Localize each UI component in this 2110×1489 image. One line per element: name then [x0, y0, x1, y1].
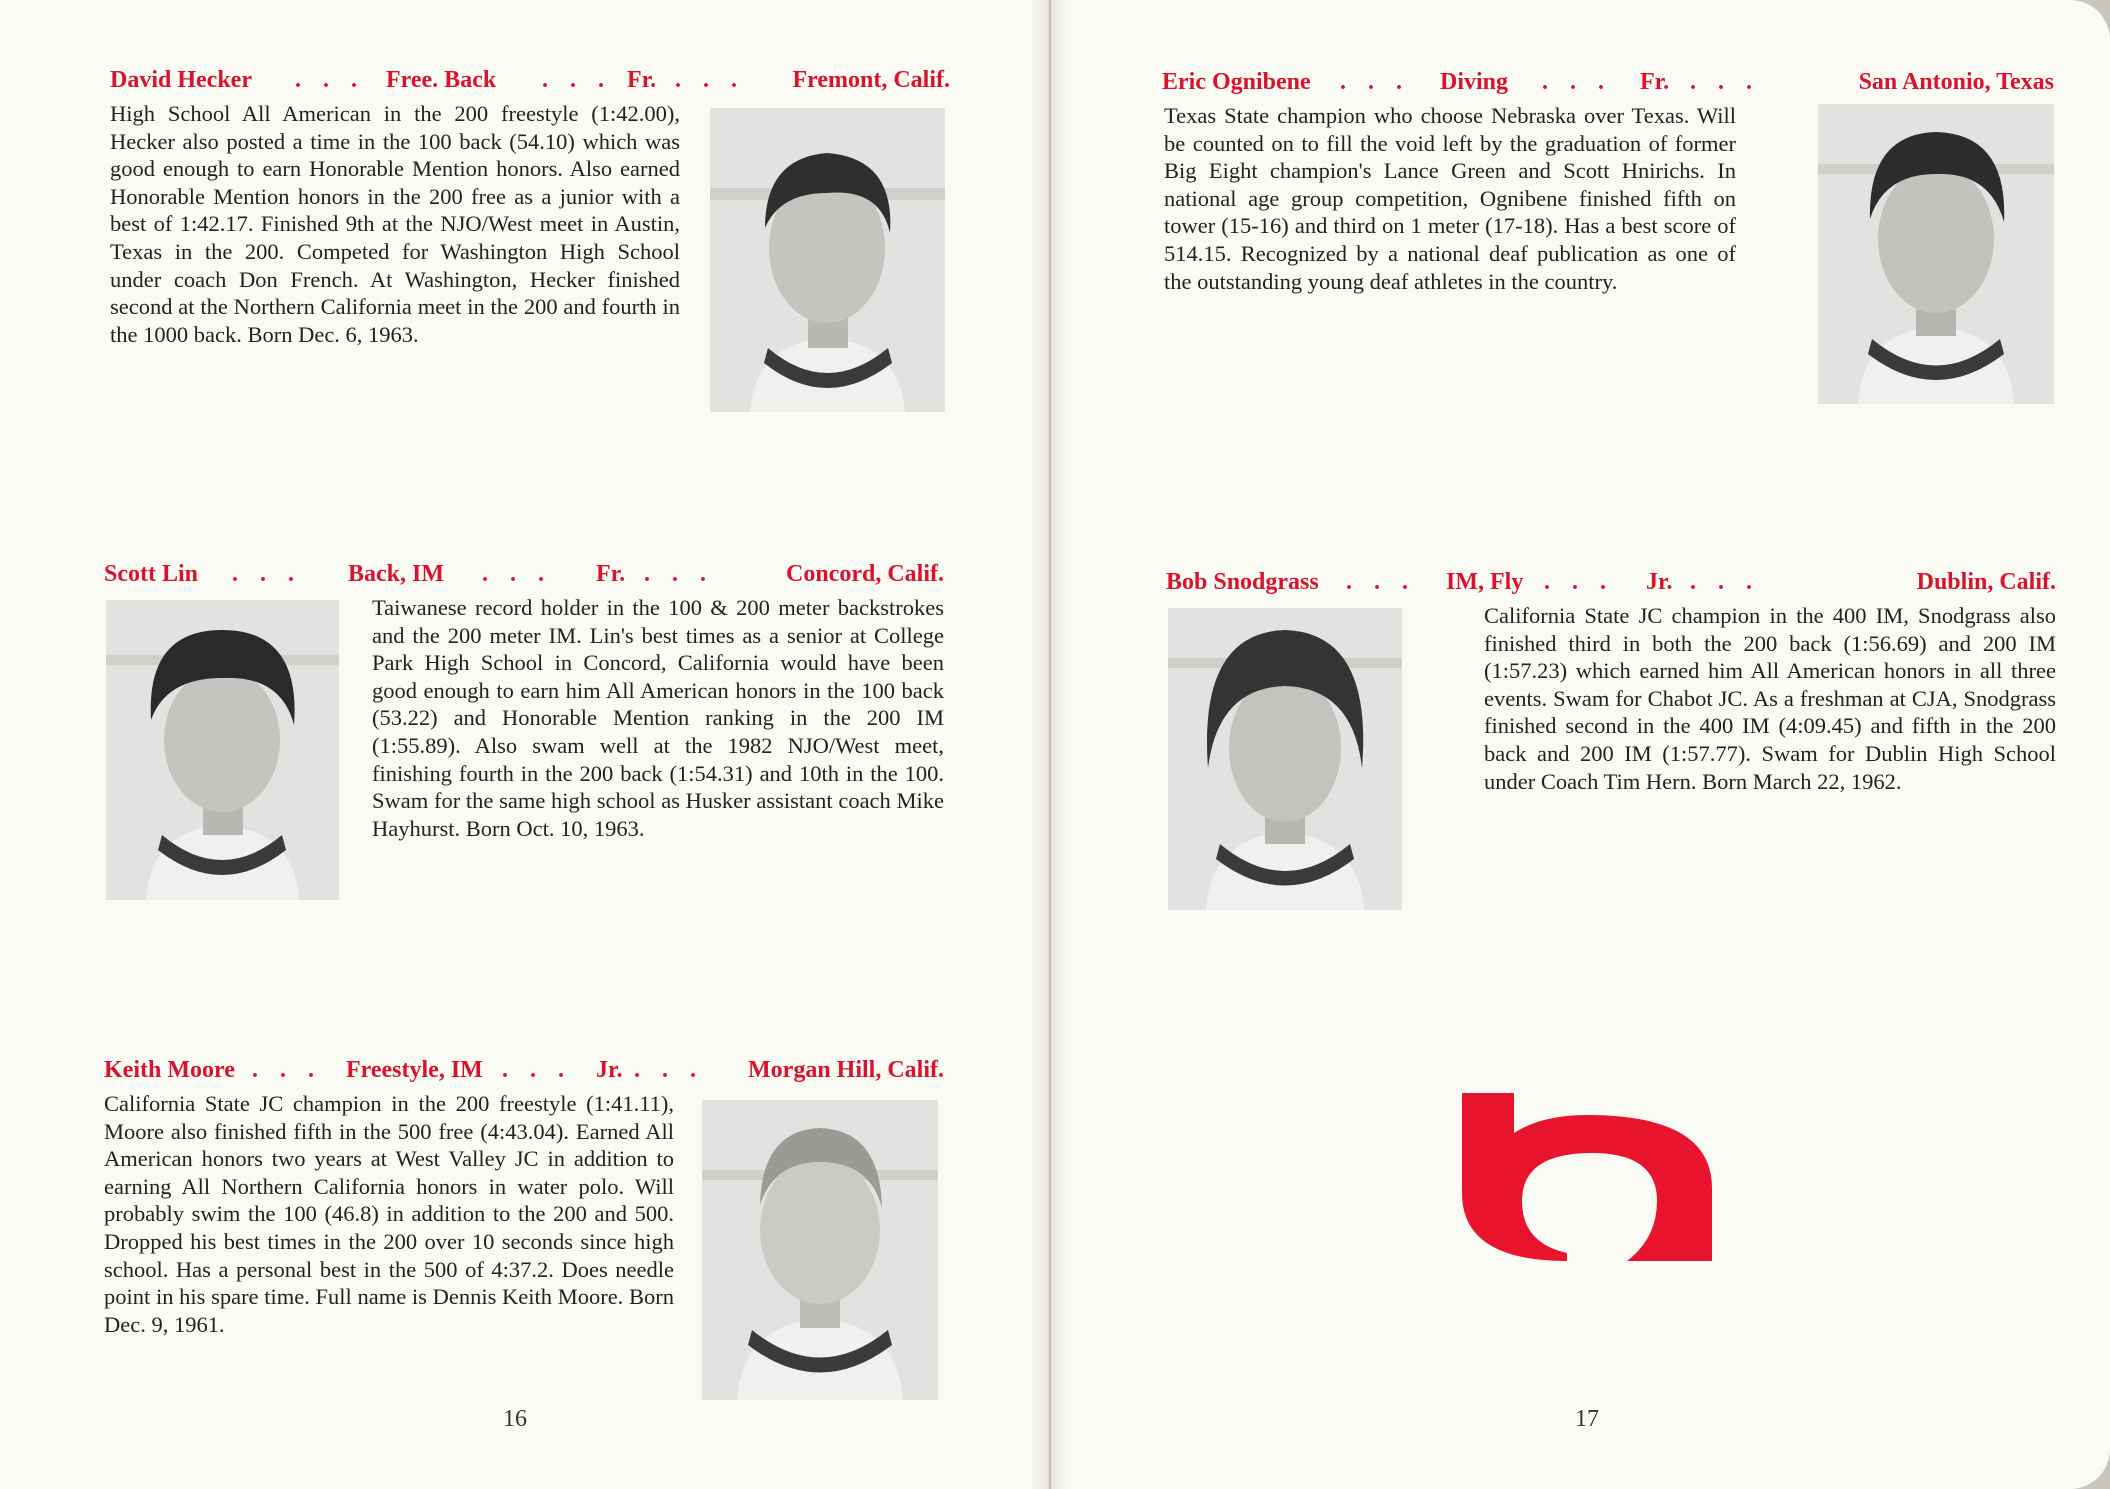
athlete-name: Scott Lin — [104, 561, 199, 587]
roster-entry-ognibene — [1162, 64, 2054, 424]
athlete-photo — [106, 600, 339, 900]
separator: . . . — [1542, 69, 1612, 95]
athlete-year: Fr. — [627, 67, 657, 93]
athlete-hometown: Morgan Hill, Calif. — [748, 1057, 944, 1083]
athlete-name: Keith Moore — [104, 1057, 235, 1083]
entry-header — [1162, 64, 2054, 100]
athlete-year: Jr. — [596, 1057, 623, 1083]
athlete-hometown: San Antonio, Texas — [1858, 69, 2054, 95]
athlete-photo — [702, 1100, 938, 1400]
athlete-bio: California State JC champion in the 200 freestyle (1:41.11), Moore also finished fifth in the 500 free (4:43.04). Earned All American honors two years at West Valley JC in addition to earning All Northern California honors in water polo. Will probably swim the 100 (46.8) in addition to the 200 and 500. Dropped his best times in the 200 over 10 seconds since high school. Has a personal best in the 500 of 4:37.2. Does needle point in his spare time. Full name is Dennis Keith Moore. Born Dec. 9, 1961. — [104, 1091, 674, 1337]
entry-header — [1166, 564, 2056, 600]
separator: . . . — [1690, 569, 1760, 595]
university-logo — [1462, 1093, 1712, 1261]
separator: . . . — [644, 561, 714, 587]
roster-entry-snodgrass — [1166, 564, 2056, 924]
athlete-name: Bob Snodgrass — [1166, 569, 1319, 595]
athlete-event: Freestyle, IM — [346, 1057, 483, 1083]
right-page — [1050, 0, 2110, 1489]
athlete-photo — [1818, 104, 2054, 404]
athlete-name: Eric Ognibene — [1162, 69, 1311, 95]
separator: . . . — [1544, 569, 1614, 595]
athlete-hometown: Dublin, Calif. — [1916, 569, 2056, 595]
separator: . . . — [1690, 69, 1760, 95]
athlete-photo — [1168, 608, 1402, 910]
athlete-bio: Texas State champion who choose Nebraska over Texas. Will be counted on to fill the void left by the graduation of former Big Eight champion's Lance Green and Scott Hnirichs. In national age group competition, Ognibene finished fifth on tower (15-16) and third on 1 meter (17-18). Has a best score of 514.15. Recognized by a national deaf publication as one of the outstanding young deaf athletes in the country. — [1164, 103, 1736, 294]
entry-header — [110, 62, 950, 98]
athlete-event: Diving — [1440, 69, 1509, 95]
athlete-year: Jr. — [1646, 569, 1673, 595]
athlete-bio: Taiwanese record holder in the 100 & 200 meter backstrokes and the 200 meter IM. Lin's best times as a senior at College Park High School in Concord, California would have been good enough to earn him All American honors in the 100 back (53.22) and Honorable Mention ranking in the 200 IM (1:55.89). Also swam well at the 1982 NJO/West meet, finishing fourth in the 200 back (1:54.31) and 10th in the 100. Swam for the same high school as Husker assistant coach Mike Hayhurst. Born Oct. 10, 1963. — [372, 595, 944, 841]
athlete-bio: California State JC champion in the 400 IM, Snodgrass also finished third in both the 200 back (1:56.69) and 200 IM (1:57.23) which earned him All American honors in all three events. Swam for Chabot JC. As a freshman at CJA, Snodgrass finished second in the 400 IM (4:09.45) and fifth in the 200 back and 200 IM (1:57.77). Swam for Dublin High School under Coach Tim Hern. Born March 22, 1962. — [1484, 603, 2056, 794]
separator: . . . — [252, 1057, 322, 1083]
athlete-hometown: Fremont, Calif. — [792, 67, 950, 93]
separator: . . . — [295, 67, 365, 93]
athlete-year: Fr. — [1640, 69, 1670, 95]
athlete-year: Fr. — [596, 561, 626, 587]
separator: . . . — [675, 67, 745, 93]
separator: . . . — [502, 1057, 572, 1083]
roster-entry-moore — [104, 1052, 944, 1412]
left-page — [0, 0, 1050, 1489]
entry-header — [104, 1052, 944, 1088]
athlete-event: IM, Fly — [1446, 569, 1524, 595]
athlete-event: Free. Back — [386, 67, 497, 93]
athlete-hometown: Concord, Calif. — [786, 561, 944, 587]
book-gutter — [1030, 0, 1070, 1489]
page-number: 17 — [1575, 1406, 1599, 1432]
separator: . . . — [634, 1057, 704, 1083]
roster-entry-hecker — [110, 62, 950, 422]
separator: . . . — [1346, 569, 1416, 595]
athlete-photo — [710, 108, 945, 412]
athlete-event: Back, IM — [348, 561, 444, 587]
separator: . . . — [232, 561, 302, 587]
separator: . . . — [1340, 69, 1410, 95]
page-number: 16 — [503, 1406, 527, 1432]
separator: . . . — [482, 561, 552, 587]
entry-header — [104, 556, 944, 592]
separator: . . . — [542, 67, 612, 93]
athlete-name: David Hecker — [110, 67, 252, 93]
athlete-bio: High School All American in the 200 freestyle (1:42.00), Hecker also posted a time in the 100 back (54.10) which was good enough to earn Honorable Mention honors. Also earned Honorable Mention honors in the 200 free as a junior with a best of 1:42.17. Finished 9th at the NJO/West meet in Austin, Texas in the 200. Competed for Washington High School under coach Don French. At Washington, Hecker finished second at the Northern California meet in the 200 and fourth in the 1000 back. Born Dec. 6, 1963. — [110, 101, 680, 347]
roster-entry-lin — [104, 556, 944, 916]
